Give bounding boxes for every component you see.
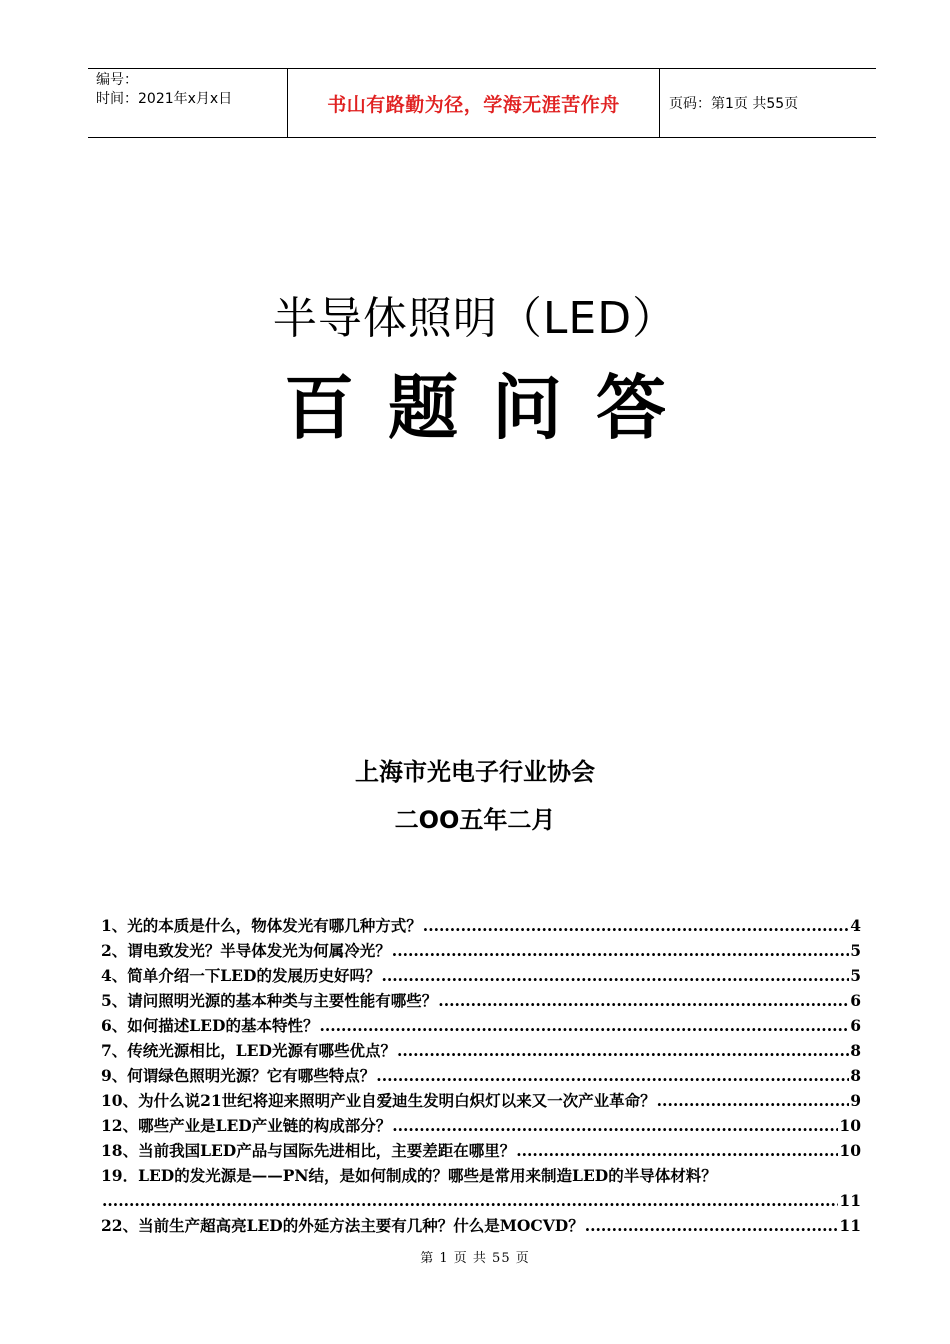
header-info-cell xyxy=(88,69,287,137)
toc-entry-continuation xyxy=(101,1188,861,1213)
header-table xyxy=(88,68,876,138)
toc-leader-dots xyxy=(657,1088,850,1113)
toc-entry[interactable] xyxy=(101,1138,861,1163)
toc-entry-text: 10、为什么说21世纪将迎来照明产业自爱迪生发明白炽灯以来又一次产业革命？ xyxy=(101,1091,656,1110)
toc-entry-text: 1、光的本质是什么，物体发光有哪几种方式？ xyxy=(101,916,422,935)
toc-entry[interactable] xyxy=(101,1113,861,1138)
toc-entry-page: 11 xyxy=(839,1191,861,1210)
toc-leader-dots xyxy=(319,1013,849,1038)
toc-entry-page: 6 xyxy=(850,991,861,1010)
toc-leader-dots xyxy=(423,913,849,938)
toc-entry-text: 5、请问照明光源的基本种类与主要性能有哪些？ xyxy=(101,991,438,1010)
publish-date: 二OO五年二月 xyxy=(394,806,556,834)
toc-entry-page: 10 xyxy=(839,1116,861,1135)
table-of-contents xyxy=(101,913,861,1238)
document-title-line2: 百题问答 xyxy=(284,366,700,449)
toc-entry[interactable] xyxy=(101,938,861,963)
page-footer: 第 1 页 共 55 页 xyxy=(420,1251,530,1266)
toc-entry[interactable] xyxy=(101,1088,861,1113)
toc-entry-page: 8 xyxy=(850,1066,861,1085)
toc-entry-page: 8 xyxy=(850,1041,861,1060)
toc-entry-text: 18、当前我国LED产品与国际先进相比，主要差距在哪里？ xyxy=(101,1141,516,1160)
toc-entry[interactable] xyxy=(101,1013,861,1038)
toc-leader-dots xyxy=(392,938,849,963)
toc-entry[interactable] xyxy=(101,963,861,988)
toc-entry-text: 6、如何描述LED的基本特性？ xyxy=(101,1016,319,1035)
header-motto: 书山有路勤为径，学海无涯苦作舟 xyxy=(287,69,660,137)
toc-entry-text: 4、简单介绍一下LED的发展历史好吗？ xyxy=(101,966,381,985)
toc-entry[interactable] xyxy=(101,988,861,1013)
time-label: 时间：2021年x月x日 xyxy=(96,91,233,107)
toc-entry[interactable] xyxy=(101,913,861,938)
toc-entry-text: 22、当前生产超高亮LED的外延方法主要有几种？什么是MOCVD？ xyxy=(101,1216,584,1235)
toc-leader-dots xyxy=(585,1213,839,1238)
toc-entry-text: 12、哪些产业是LED产业链的构成部分？ xyxy=(101,1116,392,1135)
toc-leader-dots xyxy=(516,1138,838,1163)
toc-leader-dots xyxy=(438,988,849,1013)
toc-entry[interactable] xyxy=(101,1213,861,1238)
toc-entry-page: 9 xyxy=(850,1091,861,1110)
toc-leader-dots xyxy=(392,1113,838,1138)
document-title-line1: 半导体照明（LED） xyxy=(272,293,678,344)
toc-entry-page: 10 xyxy=(839,1141,861,1160)
toc-entry-text: 7、传统光源相比，LED光源有哪些优点？ xyxy=(101,1041,396,1060)
toc-entry-text: 9、何谓绿色照明光源？它有哪些特点？ xyxy=(101,1066,376,1085)
toc-leader-dots xyxy=(397,1038,849,1063)
toc-entry-page: 4 xyxy=(850,916,861,935)
toc-entry-page: 5 xyxy=(850,941,861,960)
number-label: 编号： xyxy=(96,72,138,88)
toc-entry[interactable] xyxy=(101,1038,861,1063)
toc-entry[interactable] xyxy=(101,1163,861,1213)
toc-entry-page: 5 xyxy=(850,966,861,985)
toc-entry[interactable] xyxy=(101,1063,861,1088)
toc-entry-text: 2、谓电致发光？半导体发光为何属冷光？ xyxy=(101,941,391,960)
toc-leader-dots xyxy=(381,963,849,988)
toc-leader-dots xyxy=(102,1188,838,1213)
header-page-label: 页码：第1页 共55页 xyxy=(669,96,799,112)
toc-entry-text: 19．LED的发光源是——PN结，是如何制成的？哪些是常用来制造LED的半导体材料？ xyxy=(101,1166,717,1185)
toc-entry-page: 6 xyxy=(850,1016,861,1035)
toc-entry-page: 11 xyxy=(839,1216,861,1235)
toc-leader-dots xyxy=(376,1063,849,1088)
organization-name: 上海市光电子行业协会 xyxy=(355,758,595,786)
